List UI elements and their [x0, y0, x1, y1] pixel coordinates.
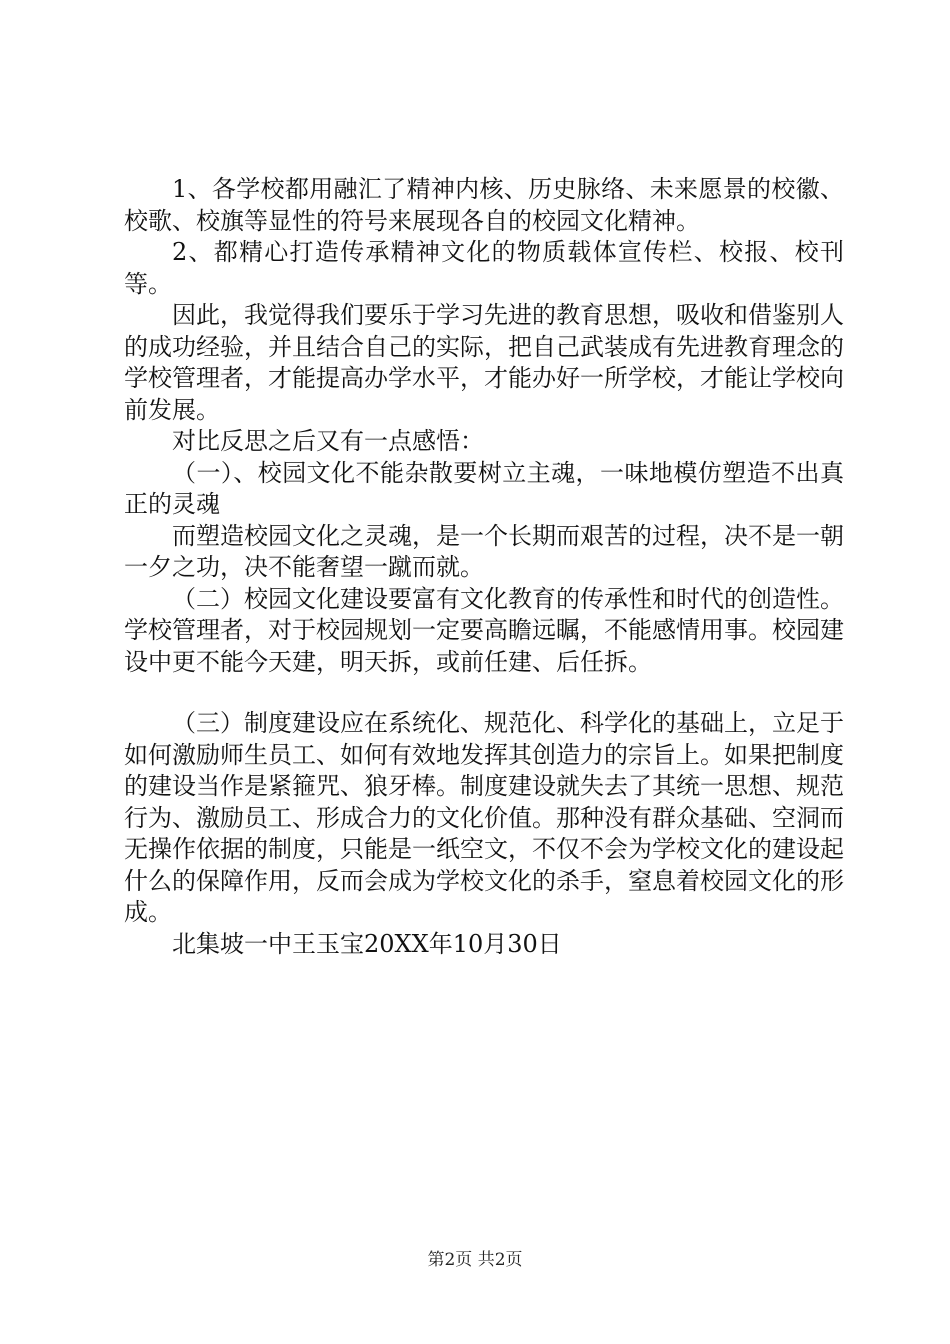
paragraph-3: 因此，我觉得我们要乐于学习先进的教育思想，吸收和借鉴别人的成功经验，并且结合自己的实际，把自己武装成有先进教育理念的学校管理者，才能提高办学水平，才能办好一所学校，才能让学校向前发展。 [124, 301, 844, 424]
page-number-footer: 第2页 共2页 [427, 1250, 523, 1270]
paragraph-4: 对比反思之后又有一点感悟： [172, 427, 484, 455]
paragraph-8: （三）制度建设应在系统化、规范化、科学化的基础上，立足于如何激励师生员工、如何有效地发挥其创造力的宗旨上。如果把制度的建设当作是紧箍咒、狼牙棒。制度建设就失去了其统一思想、规范行为、激励员工、形成合力的文化价值。那种没有群众基础、空洞而无操作依据的制度，只能是一纸空文，不仅不会为学校文化的建设起什么的保障作用，反而会成为学校文化的杀手，窒息着校园文化的形成。 [124, 709, 844, 926]
paragraph-6: 而塑造校园文化之灵魂，是一个长期而艰苦的过程，决不是一朝一夕之功，决不能奢望一蹴而就。 [124, 521, 844, 581]
paragraph-5: （一）、校园文化不能杂散要树立主魂，一味地模仿塑造不出真正的灵魂 [124, 458, 844, 518]
paragraph-7: （二）校园文化建设要富有文化教育的传承性和时代的创造性。学校管理者，对于校园规划一定要高瞻远瞩，不能感情用事。校园建设中更不能今天建，明天拆，或前任建、后任拆。 [124, 584, 844, 676]
document-body [124, 174, 844, 960]
paragraph-2: 2、都精心打造传承精神文化的物质载体宣传栏、校报、校刊等。 [124, 238, 844, 298]
signature-line: 北集坡一中王玉宝20XX年10月30日 [172, 929, 562, 958]
paragraph-1: 1、各学校都用融汇了精神内核、历史脉络、未来愿景的校徽、校歌、校旗等显性的符号来展现各自的校园文化精神。 [124, 175, 844, 235]
